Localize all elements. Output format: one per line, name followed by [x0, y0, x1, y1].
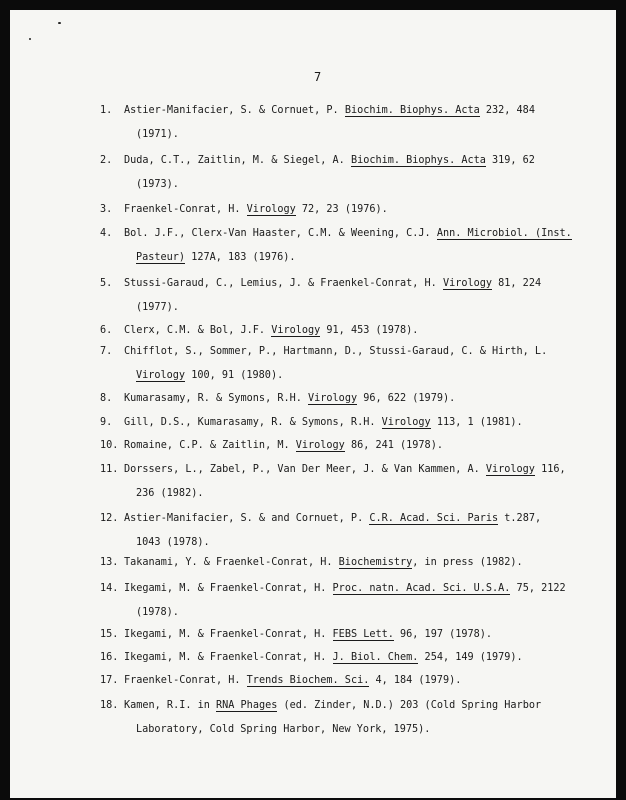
reference-item	[100, 507, 600, 555]
paper-speck	[58, 22, 61, 24]
reference-line	[100, 623, 600, 647]
reference-item	[100, 623, 600, 647]
reference-text: Ikegami, M. & Fraenkel-Conrat, H.	[124, 652, 333, 663]
reference-item	[100, 272, 600, 320]
reference-number: 6.	[100, 325, 113, 336]
reference-text: Fraenkel-Conrat, H.	[124, 204, 247, 215]
journal-title: Virology	[442, 278, 493, 289]
reference-number: 5.	[100, 278, 113, 289]
reference-text: Astier-Manifacier, S. & and Cornuet, P.	[124, 513, 370, 524]
reference-item	[100, 646, 600, 670]
reference-text: 236 (1982).	[136, 488, 204, 499]
reference-number: 3.	[100, 204, 113, 215]
reference-text: (1977).	[136, 302, 179, 313]
reference-number: 11.	[100, 464, 119, 475]
reference-text: 319, 62	[485, 155, 535, 166]
journal-title: Proc. natn. Acad. Sci. U.S.A.	[332, 583, 511, 594]
reference-text: (ed. Zinder, N.D.) 203 (Cold Spring Harbor	[277, 700, 542, 711]
reference-line	[100, 669, 600, 693]
reference-text: Dorssers, L., Zabel, P., Van Der Meer, J. & Van Kammen, A.	[124, 464, 486, 475]
reference-text: (1973).	[136, 179, 179, 190]
reference-text: Kamen, R.I. in	[124, 700, 217, 711]
journal-title: Virology	[271, 325, 321, 336]
reference-line	[100, 411, 600, 435]
reference-text: Bol. J.F., Clerx-Van Haaster, C.M. & Weening, C.J.	[124, 228, 437, 239]
paper-speck	[29, 38, 31, 40]
reference-text: 100, 91 (1980).	[185, 370, 284, 381]
journal-title: Ann. Microbiol. (Inst.	[436, 228, 572, 239]
reference-item	[100, 411, 600, 435]
reference-text: Astier-Manifacier, S. & Cornuet, P.	[124, 105, 345, 116]
reference-continuation-line	[100, 173, 600, 197]
journal-title: Biochim. Biophys. Acta	[344, 105, 480, 116]
reference-line	[100, 222, 600, 246]
reference-number: 17.	[100, 675, 119, 686]
reference-continuation-line	[100, 364, 600, 388]
reference-text: Duda, C.T., Zaitlin, M. & Siegel, A.	[124, 155, 351, 166]
reference-number: 2.	[100, 155, 113, 166]
reference-line	[100, 149, 600, 173]
reference-item	[100, 669, 600, 693]
reference-text: Clerx, C.M. & Bol, J.F.	[124, 325, 272, 336]
reference-number: 16.	[100, 652, 119, 663]
reference-line	[100, 272, 600, 296]
reference-text: 75, 2122	[510, 583, 566, 594]
journal-title: J. Biol. Chem.	[332, 652, 419, 663]
reference-text: Takanami, Y. & Fraenkel-Conrat, H.	[124, 557, 339, 568]
reference-text: , in press (1982).	[412, 557, 523, 568]
reference-line	[100, 694, 600, 718]
reference-line	[100, 458, 600, 482]
journal-title: FEBS Lett.	[332, 629, 394, 640]
reference-line	[100, 434, 600, 458]
reference-number: 15.	[100, 629, 119, 640]
reference-continuation-line	[100, 246, 600, 270]
reference-item	[100, 577, 600, 625]
reference-continuation-line	[100, 718, 600, 742]
reference-line	[100, 551, 600, 575]
reference-item	[100, 198, 600, 222]
journal-title: Virology	[136, 370, 186, 381]
reference-text: 127A, 183 (1976).	[185, 252, 296, 263]
reference-text: 96, 197 (1978).	[393, 629, 493, 640]
reference-number: 13.	[100, 557, 119, 568]
reference-number: 10.	[100, 440, 119, 451]
reference-text: 91, 453 (1978).	[320, 325, 419, 336]
reference-continuation-line	[100, 601, 600, 625]
reference-number: 9.	[100, 417, 113, 428]
reference-text: Laboratory, Cold Spring Harbor, New York, 1975).	[136, 724, 431, 735]
reference-text: Gill, D.S., Kumarasamy, R. & Symons, R.H.	[124, 417, 382, 428]
reference-item	[100, 99, 600, 147]
reference-item	[100, 222, 600, 270]
reference-text: Romaine, C.P. & Zaitlin, M.	[124, 440, 296, 451]
journal-title: Trends Biochem. Sci.	[246, 675, 370, 686]
document-page	[10, 10, 616, 798]
reference-line	[100, 340, 600, 364]
reference-number: 18.	[100, 700, 119, 711]
reference-item	[100, 149, 600, 197]
reference-text: (1971).	[136, 129, 179, 140]
reference-text: 254, 149 (1979).	[418, 652, 523, 663]
reference-text: Kumarasamy, R. & Symons, R.H.	[124, 393, 309, 404]
reference-text: 86, 241 (1978).	[344, 440, 443, 451]
reference-text: 81, 224	[492, 278, 542, 289]
reference-text: 72, 23 (1976).	[295, 204, 388, 215]
reference-item	[100, 458, 600, 506]
journal-title: Biochemistry	[338, 557, 413, 568]
journal-title: Virology	[381, 417, 431, 428]
reference-number: 12.	[100, 513, 119, 524]
reference-text: Fraenkel-Conrat, H.	[124, 675, 247, 686]
reference-text: (1978).	[136, 607, 179, 618]
reference-text: Stussi-Garaud, C., Lemius, J. & Fraenkel-Conrat, H.	[124, 278, 443, 289]
reference-continuation-line	[100, 296, 600, 320]
reference-line	[100, 507, 600, 531]
journal-title: Virology	[308, 393, 358, 404]
reference-line	[100, 646, 600, 670]
reference-text: 113, 1 (1981).	[430, 417, 523, 428]
reference-line	[100, 577, 600, 601]
reference-text: 232, 484	[479, 105, 535, 116]
reference-number: 14.	[100, 583, 119, 594]
reference-text: 4, 184 (1979).	[369, 675, 462, 686]
reference-line	[100, 99, 600, 123]
reference-text: 116,	[534, 464, 566, 475]
page-number: 7	[314, 70, 322, 84]
journal-title: Virology	[246, 204, 296, 215]
reference-line	[100, 387, 600, 411]
reference-item	[100, 387, 600, 411]
reference-item	[100, 694, 600, 742]
journal-title: Virology	[485, 464, 535, 475]
reference-number: 1.	[100, 105, 113, 116]
reference-text: 96, 622 (1979).	[357, 393, 456, 404]
reference-number: 8.	[100, 393, 113, 404]
reference-number: 7.	[100, 346, 113, 357]
journal-title: Virology	[295, 440, 345, 451]
journal-title: RNA Phages	[216, 700, 278, 711]
reference-continuation-line	[100, 123, 600, 147]
reference-text: 1043 (1978).	[136, 537, 210, 548]
reference-line	[100, 198, 600, 222]
reference-item	[100, 434, 600, 458]
reference-item	[100, 551, 600, 575]
journal-title: C.R. Acad. Sci. Paris	[369, 513, 499, 524]
reference-text: t.287,	[498, 513, 542, 524]
reference-text: Ikegami, M. & Fraenkel-Conrat, H.	[124, 583, 333, 594]
reference-number: 4.	[100, 228, 113, 239]
reference-continuation-line	[100, 482, 600, 506]
journal-title: Biochim. Biophys. Acta	[350, 155, 486, 166]
reference-item	[100, 340, 600, 388]
reference-text: Ikegami, M. & Fraenkel-Conrat, H.	[124, 629, 333, 640]
journal-title: Pasteur)	[136, 252, 186, 263]
reference-text: Chifflot, S., Sommer, P., Hartmann, D., Stussi-Garaud, C. & Hirth, L.	[124, 346, 548, 357]
